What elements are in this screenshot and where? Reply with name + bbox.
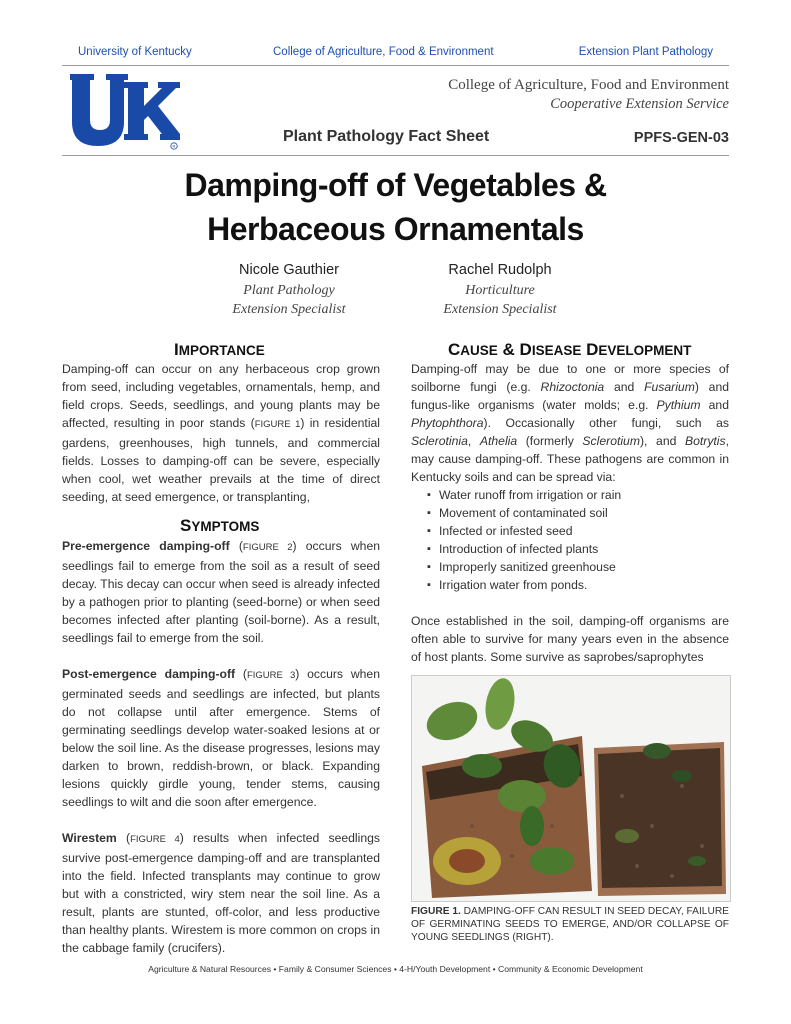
sheet-type: Plant Pathology Fact Sheet	[283, 128, 490, 145]
uk-logo	[68, 72, 180, 152]
symptoms-section	[62, 537, 380, 957]
header-divider-top	[62, 65, 729, 66]
symptoms-heading: SYMPTOMS	[180, 516, 260, 535]
university-link[interactable]: University of Kentucky	[78, 46, 192, 58]
header-divider-bottom	[62, 155, 729, 156]
list-item: ▪ Infected or infested seed	[427, 522, 729, 540]
importance-heading: IMPORTANCE	[174, 340, 265, 359]
college-name: College of Agriculture, Food and Environment	[448, 77, 729, 93]
author-2	[400, 261, 600, 320]
importance-section	[62, 360, 380, 506]
svg-text:R: R	[172, 143, 176, 149]
wirestem-paragraph: Wirestem (FIGURE 4) results when infected seedlings survive post-emergence damping-off and are transplanted into the field. Infected transplants may continue to grow but with a constricted, wiry stem near the soil line. As a result, plants are stunted, off-color, and less productive than healthy plants. Wirestem is more common on crops in the cabbage family (crucifers).	[62, 831, 380, 955]
author-role: Extension Specialist	[443, 302, 557, 317]
department-link[interactable]: Extension Plant Pathology	[578, 46, 713, 58]
top-nav-bar	[62, 44, 729, 62]
author-1	[189, 261, 389, 320]
figure-1-photo	[411, 675, 731, 902]
cause-section	[411, 360, 729, 666]
figure-label: FIGURE 1.	[411, 906, 461, 917]
figure-caption-text: DAMPING-OFF CAN RESULT IN SEED DECAY, FAILURE OF GERMINATING SEEDS TO EMERGE, AND/OR COLLAPSE OF YOUNG SEEDLINGS (RIGHT).	[411, 906, 729, 943]
author-name: Nicole Gauthier	[239, 262, 339, 278]
list-item: ▪ Introduction of infected plants	[427, 540, 729, 558]
importance-paragraph: Damping-off can occur on any herbaceous crop grown from seed, including vegetables, ornamentals, hemp, and field crops. Seeds, seedlings, and young plants may be affected, resulting in poor stands (FIGURE 1) in residential gardens, greenhouses, high tunnels, and commercial fields. Losses to damping-off can be severe, especially when cool, wet weather prevails at the time of direct seeding, at seed emergence, or transplanting,	[62, 362, 381, 504]
cause-heading: CAUSE & DISEASE DEVELOPMENT	[448, 340, 692, 359]
spread-list	[411, 486, 729, 594]
author-department: Plant Pathology	[243, 282, 335, 298]
footer-program-areas: Agriculture & Natural Resources • Family & Consumer Sciences • 4-H/Youth Development • Community & Economic Development	[148, 964, 643, 974]
survival-paragraph: Once established in the soil, damping-off organisms are often able to survive for many years even in the absence of host plants. Some survive as saprobes/saprophytes	[411, 614, 729, 664]
extension-service: Cooperative Extension Service	[550, 96, 729, 112]
title-line-1: Damping-off of Vegetables &	[184, 167, 607, 203]
list-item: ▪ Water runoff from irrigation or rain	[427, 486, 729, 504]
cause-paragraph: Damping-off may be due to one or more species of soilborne fungi (e.g. Rhizoctonia and Fusarium) and fungus-like organisms (water molds; e.g. Pythium and Phytophthora). Occasionally other fungi, such as Sclerotinia, Athelia (formerly Sclerotium), and Botrytis, may cause damping-off. These pathogens are common in Kentucky soils and can be spread via:	[411, 362, 730, 484]
post-emergence-paragraph: Post-emergence damping-off (FIGURE 3) occurs when germinated seeds and seedlings are infected, but plants do not collapse until after emergence. Stems of germinating seedlings develop water-soaked lesions at or below the soil line. As the disease progresses, lesions may darken to brown, reddish-brown, or black. Expanding lesions quickly girdle young, tender stems, causing seedlings to wilt and die soon after emergence.	[62, 667, 380, 809]
title-line-2: Herbaceous Ornamentals	[207, 211, 584, 247]
pre-emergence-paragraph: Pre-emergence damping-off (FIGURE 2) occurs when seedlings fail to emerge from the soil as a result of seed decay. This decay can occur when seed is already infected by a pathogen prior to planting (seed-borne) or when seed becomes infected after planting (soil-borne). As a result, seedlings fail to emerge from the soil.	[62, 539, 380, 645]
page-title	[62, 163, 729, 251]
college-link[interactable]: College of Agriculture, Food & Environment	[273, 46, 494, 58]
list-item: ▪ Irrigation water from ponds.	[427, 576, 729, 594]
publication-code: PPFS-GEN-03	[633, 130, 729, 146]
figure-1-caption	[411, 905, 729, 944]
list-item: ▪ Movement of contaminated soil	[427, 504, 729, 522]
list-item: ▪ Improperly sanitized greenhouse	[427, 558, 729, 576]
author-name: Rachel Rudolph	[448, 262, 552, 278]
college-block	[448, 76, 729, 114]
author-department: Horticulture	[465, 282, 535, 298]
author-role: Extension Specialist	[232, 302, 346, 317]
